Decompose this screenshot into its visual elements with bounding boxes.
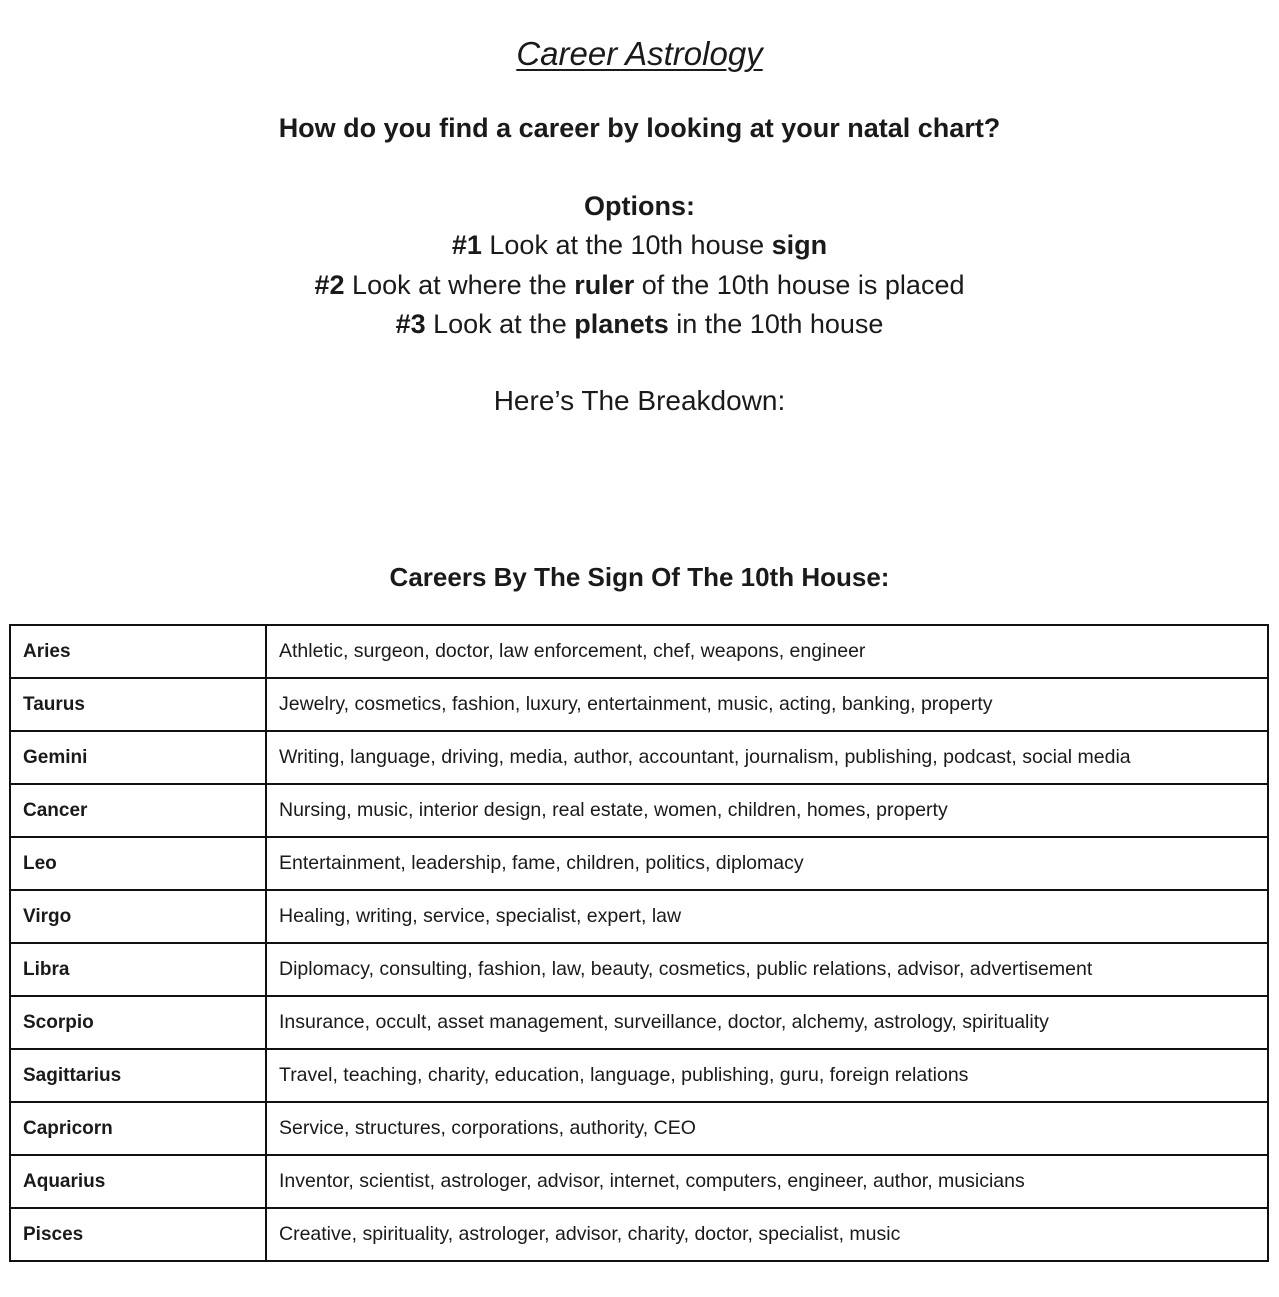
table-row: [10, 996, 1268, 1049]
careers-cell: Travel, teaching, charity, education, language, publishing, guru, foreign relations: [266, 1049, 1268, 1102]
careers-cell: Jewelry, cosmetics, fashion, luxury, entertainment, music, acting, banking, property: [266, 678, 1268, 731]
option-number: #2: [314, 270, 345, 300]
table-row: [10, 943, 1268, 996]
careers-table-body: [10, 625, 1268, 1261]
careers-table: [9, 624, 1269, 1262]
sign-cell: Aries: [10, 625, 266, 678]
option-text-end: of the 10th house is placed: [634, 270, 965, 300]
sign-cell: Taurus: [10, 678, 266, 731]
breakdown-heading: Here’s The Breakdown:: [493, 385, 786, 416]
careers-cell: Nursing, music, interior design, real estate, women, children, homes, property: [266, 784, 1268, 837]
table-row: [10, 625, 1268, 678]
careers-cell: Diplomacy, consulting, fashion, law, beauty, cosmetics, public relations, advisor, advertisement: [266, 943, 1268, 996]
option-number: #1: [451, 230, 482, 260]
table-row: [10, 678, 1268, 731]
sign-cell: Scorpio: [10, 996, 266, 1049]
intro-question: How do you find a career by looking at your natal chart?: [278, 113, 1001, 143]
sign-cell: Virgo: [10, 890, 266, 943]
table-row: [10, 1208, 1268, 1261]
table-row: [10, 1155, 1268, 1208]
sign-cell: Libra: [10, 943, 266, 996]
option-2: [0, 267, 1279, 303]
option-text: Look at where the: [344, 270, 575, 300]
table-row: [10, 1049, 1268, 1102]
careers-cell: Inventor, scientist, astrologer, advisor, internet, computers, engineer, author, musicians: [266, 1155, 1268, 1208]
option-1: [0, 227, 1279, 263]
sign-cell: Aquarius: [10, 1155, 266, 1208]
careers-cell: Creative, spirituality, astrologer, advisor, charity, doctor, specialist, music: [266, 1208, 1268, 1261]
option-text-end: in the 10th house: [668, 309, 884, 339]
option-keyword: ruler: [574, 270, 635, 300]
careers-cell: Writing, language, driving, media, author, accountant, journalism, publishing, podcast, social media: [266, 731, 1268, 784]
options-heading: Options:: [584, 191, 695, 221]
careers-cell: Insurance, occult, asset management, surveillance, doctor, alchemy, astrology, spirituality: [266, 996, 1268, 1049]
sign-cell: Leo: [10, 837, 266, 890]
sign-cell: Capricorn: [10, 1102, 266, 1155]
option-keyword: planets: [574, 309, 669, 339]
table-row: [10, 837, 1268, 890]
option-3: [0, 306, 1279, 342]
option-text: Look at the 10th house: [481, 230, 772, 260]
sign-cell: Sagittarius: [10, 1049, 266, 1102]
table-row: [10, 731, 1268, 784]
table-row: [10, 784, 1268, 837]
page-title: Career Astrology: [516, 35, 763, 72]
table-row: [10, 1102, 1268, 1155]
careers-cell: Healing, writing, service, specialist, expert, law: [266, 890, 1268, 943]
careers-cell: Service, structures, corporations, authority, CEO: [266, 1102, 1268, 1155]
sign-cell: Gemini: [10, 731, 266, 784]
option-number: #3: [395, 309, 426, 339]
sign-cell: Pisces: [10, 1208, 266, 1261]
table-heading: Careers By The Sign Of The 10th House:: [389, 562, 890, 592]
table-row: [10, 890, 1268, 943]
option-keyword: sign: [771, 230, 828, 260]
option-text: Look at the: [425, 309, 575, 339]
careers-cell: Athletic, surgeon, doctor, law enforcement, chef, weapons, engineer: [266, 625, 1268, 678]
careers-cell: Entertainment, leadership, fame, children, politics, diplomacy: [266, 837, 1268, 890]
sign-cell: Cancer: [10, 784, 266, 837]
